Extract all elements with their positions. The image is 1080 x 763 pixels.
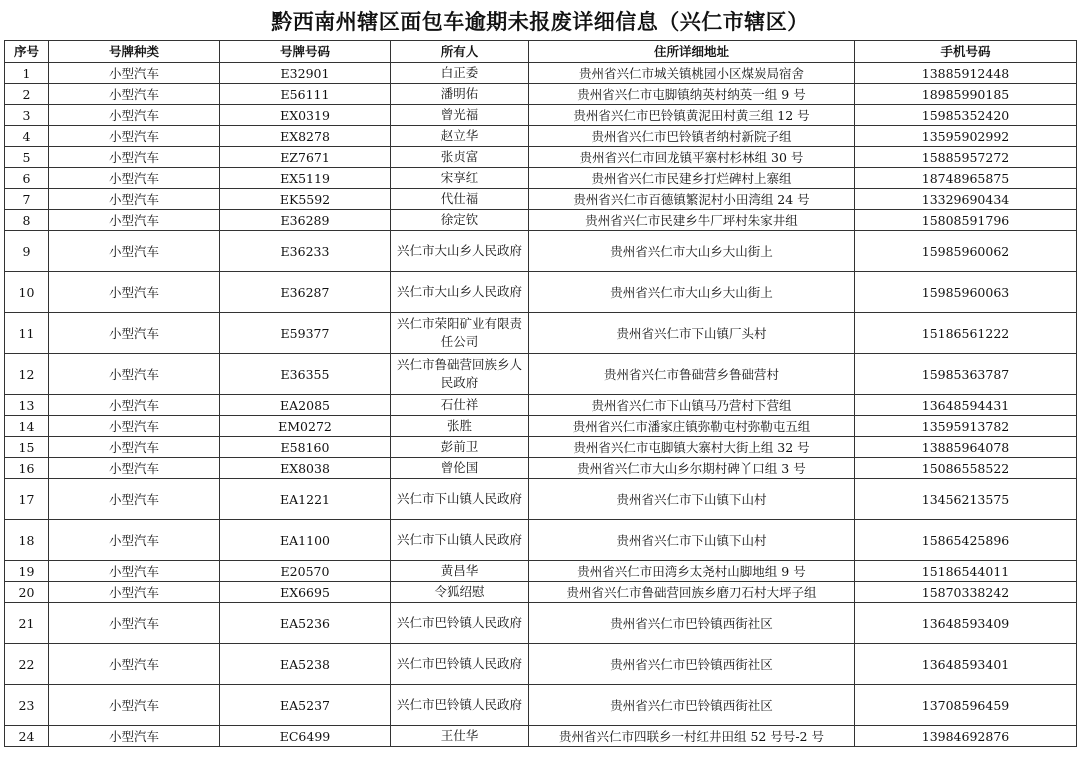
table-row [5,105,1077,126]
table-row [5,147,1077,168]
cell-phone: 13595913782 [855,416,1077,437]
cell-phone: 15985960063 [855,272,1077,313]
cell-plate-type: 小型汽车 [49,126,220,147]
table-row [5,582,1077,603]
cell-no: 8 [5,210,49,231]
table-row [5,272,1077,313]
cell-phone: 13648593401 [855,644,1077,685]
cell-address: 贵州省兴仁市下山镇下山村 [529,479,855,520]
table-row [5,726,1077,747]
cell-plate-no: EK5592 [220,189,391,210]
cell-no: 6 [5,168,49,189]
cell-phone: 13885964078 [855,437,1077,458]
cell-phone: 15985363787 [855,354,1077,395]
header-no: 序号 [5,41,49,63]
cell-address: 贵州省兴仁市大山乡尔期村碑丫口组 3 号 [529,458,855,479]
table-row [5,395,1077,416]
cell-plate-no: E36287 [220,272,391,313]
cell-owner: 潘明佑 [391,84,529,105]
cell-plate-type: 小型汽车 [49,313,220,354]
cell-plate-no: EA5237 [220,685,391,726]
cell-phone: 15086558522 [855,458,1077,479]
cell-plate-type: 小型汽车 [49,561,220,582]
cell-phone: 15885957272 [855,147,1077,168]
cell-address: 贵州省兴仁市巴铃镇者纳村新院子组 [529,126,855,147]
cell-phone: 15865425896 [855,520,1077,561]
cell-owner: 代仕福 [391,189,529,210]
cell-no: 7 [5,189,49,210]
cell-plate-no: E56111 [220,84,391,105]
cell-no: 14 [5,416,49,437]
cell-owner: 曾伦国 [391,458,529,479]
cell-plate-type: 小型汽车 [49,272,220,313]
cell-owner: 兴仁市大山乡人民政府 [391,272,529,313]
cell-plate-type: 小型汽车 [49,644,220,685]
vehicle-table [4,40,1077,747]
cell-address: 贵州省兴仁市田湾乡太尧村山脚地组 9 号 [529,561,855,582]
cell-plate-no: EM0272 [220,416,391,437]
table-row [5,416,1077,437]
cell-phone: 18985990185 [855,84,1077,105]
cell-plate-type: 小型汽车 [49,84,220,105]
cell-no: 18 [5,520,49,561]
cell-plate-type: 小型汽车 [49,63,220,84]
table-row [5,189,1077,210]
cell-no: 10 [5,272,49,313]
cell-phone: 13329690434 [855,189,1077,210]
cell-owner: 石仕祥 [391,395,529,416]
cell-phone: 18748965875 [855,168,1077,189]
cell-phone: 15985960062 [855,231,1077,272]
table-row [5,313,1077,354]
document-title: 黔西南州辖区面包车逾期未报废详细信息（兴仁市辖区） [271,10,809,34]
cell-phone: 13648594431 [855,395,1077,416]
cell-phone: 15808591796 [855,210,1077,231]
table-row [5,685,1077,726]
cell-plate-no: EC6499 [220,726,391,747]
cell-owner: 彭前卫 [391,437,529,458]
table-row [5,168,1077,189]
table-row [5,520,1077,561]
cell-plate-no: EA1221 [220,479,391,520]
header-address: 住所详细地址 [529,41,855,63]
cell-no: 11 [5,313,49,354]
cell-plate-no: EZ7671 [220,147,391,168]
cell-no: 19 [5,561,49,582]
cell-address: 贵州省兴仁市民建乡打烂碑村上寨组 [529,168,855,189]
cell-address: 贵州省兴仁市回龙镇平寨村杉林组 30 号 [529,147,855,168]
cell-phone: 13984692876 [855,726,1077,747]
cell-address: 贵州省兴仁市下山镇马乃营村下营组 [529,395,855,416]
cell-no: 23 [5,685,49,726]
cell-owner: 令狐绍慰 [391,582,529,603]
cell-no: 9 [5,231,49,272]
cell-plate-no: EA1100 [220,520,391,561]
cell-phone: 13648593409 [855,603,1077,644]
cell-address: 贵州省兴仁市大山乡大山街上 [529,231,855,272]
cell-phone: 13885912448 [855,63,1077,84]
table-row [5,437,1077,458]
cell-plate-type: 小型汽车 [49,210,220,231]
cell-no: 20 [5,582,49,603]
cell-plate-type: 小型汽车 [49,726,220,747]
cell-owner: 白正委 [391,63,529,84]
table-row [5,231,1077,272]
header-plate-no: 号牌号码 [220,41,391,63]
cell-plate-no: E36289 [220,210,391,231]
cell-plate-no: EX5119 [220,168,391,189]
cell-owner: 兴仁市巴铃镇人民政府 [391,644,529,685]
table-row [5,458,1077,479]
cell-plate-type: 小型汽车 [49,189,220,210]
table-row [5,603,1077,644]
cell-plate-type: 小型汽车 [49,147,220,168]
cell-plate-no: EA2085 [220,395,391,416]
cell-phone: 13595902992 [855,126,1077,147]
table-row [5,354,1077,395]
cell-no: 5 [5,147,49,168]
cell-plate-type: 小型汽车 [49,685,220,726]
cell-owner: 徐定钦 [391,210,529,231]
cell-owner: 兴仁市荣阳矿业有限责任公司 [391,313,529,354]
cell-phone: 15186561222 [855,313,1077,354]
table-row [5,210,1077,231]
cell-phone: 13708596459 [855,685,1077,726]
cell-address: 贵州省兴仁市潘家庄镇弥勒屯村弥勒屯五组 [529,416,855,437]
cell-plate-no: EX6695 [220,582,391,603]
cell-no: 22 [5,644,49,685]
cell-no: 4 [5,126,49,147]
cell-owner: 兴仁市巴铃镇人民政府 [391,685,529,726]
cell-address: 贵州省兴仁市下山镇下山村 [529,520,855,561]
cell-address: 贵州省兴仁市屯脚镇大寨村大街上组 32 号 [529,437,855,458]
cell-owner: 兴仁市大山乡人民政府 [391,231,529,272]
table-row [5,561,1077,582]
cell-plate-no: EA5238 [220,644,391,685]
cell-owner: 兴仁市下山镇人民政府 [391,520,529,561]
cell-plate-no: E36233 [220,231,391,272]
cell-phone: 15186544011 [855,561,1077,582]
table-row [5,126,1077,147]
cell-address: 贵州省兴仁市城关镇桃园小区煤炭局宿舍 [529,63,855,84]
cell-plate-type: 小型汽车 [49,520,220,561]
cell-no: 17 [5,479,49,520]
cell-address: 贵州省兴仁市民建乡牛厂坪村朱家井组 [529,210,855,231]
cell-no: 2 [5,84,49,105]
cell-phone: 13456213575 [855,479,1077,520]
cell-no: 13 [5,395,49,416]
header-owner: 所有人 [391,41,529,63]
table-row [5,84,1077,105]
cell-plate-no: EX8278 [220,126,391,147]
cell-plate-no: EX0319 [220,105,391,126]
cell-no: 15 [5,437,49,458]
cell-plate-no: E59377 [220,313,391,354]
cell-address: 贵州省兴仁市百德镇繁泥村小田湾组 24 号 [529,189,855,210]
table-header-row [5,41,1077,63]
cell-owner: 张贞富 [391,147,529,168]
cell-address: 贵州省兴仁市巴铃镇西街社区 [529,603,855,644]
cell-no: 12 [5,354,49,395]
cell-address: 贵州省兴仁市大山乡大山街上 [529,272,855,313]
cell-owner: 黄昌华 [391,561,529,582]
cell-plate-type: 小型汽车 [49,395,220,416]
cell-plate-type: 小型汽车 [49,479,220,520]
cell-address: 贵州省兴仁市四联乡一村红井田组 52 号号-2 号 [529,726,855,747]
cell-plate-type: 小型汽车 [49,437,220,458]
cell-address: 贵州省兴仁市屯脚镇纳英村纳英一组 9 号 [529,84,855,105]
cell-owner: 赵立华 [391,126,529,147]
cell-owner: 宋享红 [391,168,529,189]
cell-plate-no: E36355 [220,354,391,395]
table-row [5,644,1077,685]
table-body [5,63,1077,747]
cell-address: 贵州省兴仁市鲁础营乡鲁础营村 [529,354,855,395]
cell-plate-no: E32901 [220,63,391,84]
cell-owner: 张胜 [391,416,529,437]
cell-owner: 王仕华 [391,726,529,747]
cell-address: 贵州省兴仁市巴铃镇西街社区 [529,644,855,685]
cell-no: 21 [5,603,49,644]
cell-no: 24 [5,726,49,747]
cell-no: 16 [5,458,49,479]
cell-plate-type: 小型汽车 [49,354,220,395]
header-plate-type: 号牌种类 [49,41,220,63]
cell-address: 贵州省兴仁市鲁础营回族乡磨刀石村大坪子组 [529,582,855,603]
cell-owner: 曾光福 [391,105,529,126]
cell-no: 3 [5,105,49,126]
cell-plate-type: 小型汽车 [49,416,220,437]
cell-phone: 15870338242 [855,582,1077,603]
cell-phone: 15985352420 [855,105,1077,126]
cell-plate-type: 小型汽车 [49,168,220,189]
cell-address: 贵州省兴仁市巴铃镇黄泥田村黄三组 12 号 [529,105,855,126]
table-row [5,479,1077,520]
cell-owner: 兴仁市巴铃镇人民政府 [391,603,529,644]
cell-plate-type: 小型汽车 [49,603,220,644]
cell-plate-no: E58160 [220,437,391,458]
cell-no: 1 [5,63,49,84]
cell-plate-no: EA5236 [220,603,391,644]
cell-plate-no: EX8038 [220,458,391,479]
table-row [5,63,1077,84]
cell-plate-no: E20570 [220,561,391,582]
cell-plate-type: 小型汽车 [49,458,220,479]
cell-plate-type: 小型汽车 [49,105,220,126]
cell-owner: 兴仁市下山镇人民政府 [391,479,529,520]
cell-plate-type: 小型汽车 [49,582,220,603]
cell-plate-type: 小型汽车 [49,231,220,272]
cell-owner: 兴仁市鲁础营回族乡人民政府 [391,354,529,395]
header-phone: 手机号码 [855,41,1077,63]
cell-address: 贵州省兴仁市巴铃镇西街社区 [529,685,855,726]
cell-address: 贵州省兴仁市下山镇厂头村 [529,313,855,354]
